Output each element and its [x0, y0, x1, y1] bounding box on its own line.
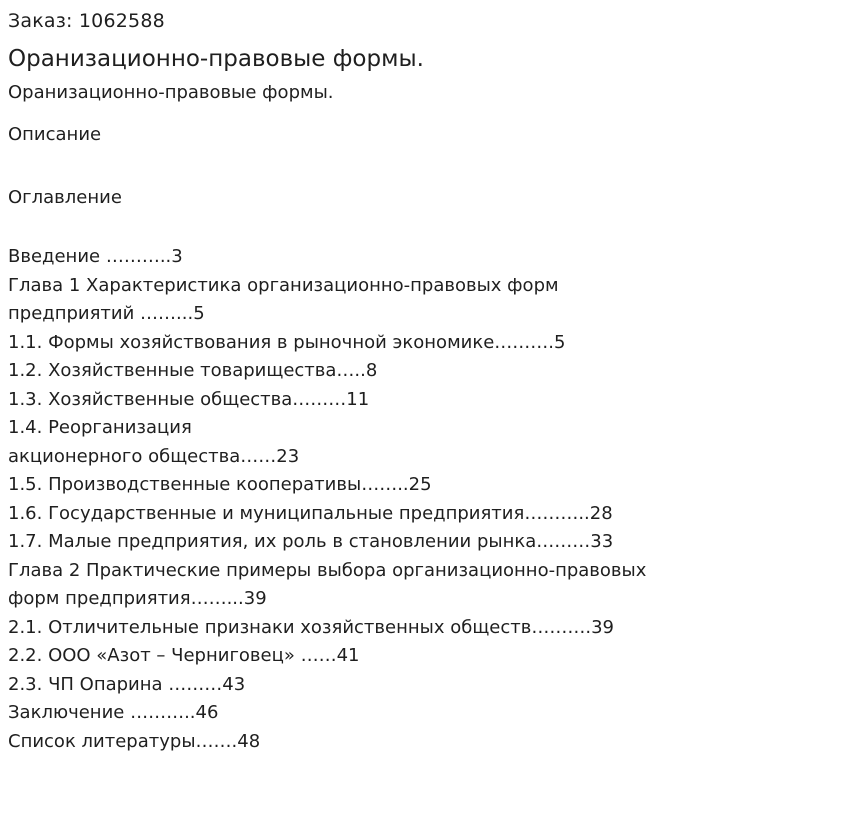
toc-line: Введение ………..3 [8, 246, 183, 267]
toc-line: Заключение ………..46 [8, 702, 219, 723]
toc-line: 1.7. Малые предприятия, их роль в становлении рынка………33 [8, 531, 614, 552]
toc-line: Список литературы…….48 [8, 730, 261, 752]
toc-line: 1.1. Формы хозяйствования в рыночной экономике……….5 [8, 331, 566, 353]
toc-line: 2.2. ООО «Азот – Черниговец» ……41 [8, 645, 360, 666]
table-of-contents [8, 243, 839, 756]
toc-heading: Оглавление [8, 187, 122, 208]
toc-line: 1.3. Хозяйственные общества………11 [8, 388, 370, 410]
toc-line: 1.2. Хозяйственные товарищества…..8 [8, 360, 378, 381]
toc-line: 1.6. Государственные и муниципальные предприятия………..28 [8, 502, 613, 524]
toc-line: акционерного общества……23 [8, 445, 300, 467]
toc-line: 2.1. Отличительные признаки хозяйственных обществ……….39 [8, 616, 614, 638]
toc-line: форм предприятия……...39 [8, 588, 267, 609]
description-heading: Описание [8, 124, 102, 145]
order-number: Заказ: 1062588 [8, 10, 165, 32]
toc-line: 2.3. ЧП Опарина ………43 [8, 673, 246, 695]
document-subtitle: Оранизационно-правовые формы. [8, 82, 334, 103]
toc-line: предприятий ……...5 [8, 303, 205, 324]
document-title: Оранизационно-правовые формы. [8, 46, 424, 72]
toc-line: Глава 1 Характеристика организационно-правовых форм [8, 274, 559, 296]
toc-line: Глава 2 Практические примеры выбора организационно-правовых [8, 559, 647, 581]
toc-line: 1.4. Реорганизация [8, 417, 192, 438]
toc-line: 1.5. Производственные кооперативы……..25 [8, 474, 432, 495]
